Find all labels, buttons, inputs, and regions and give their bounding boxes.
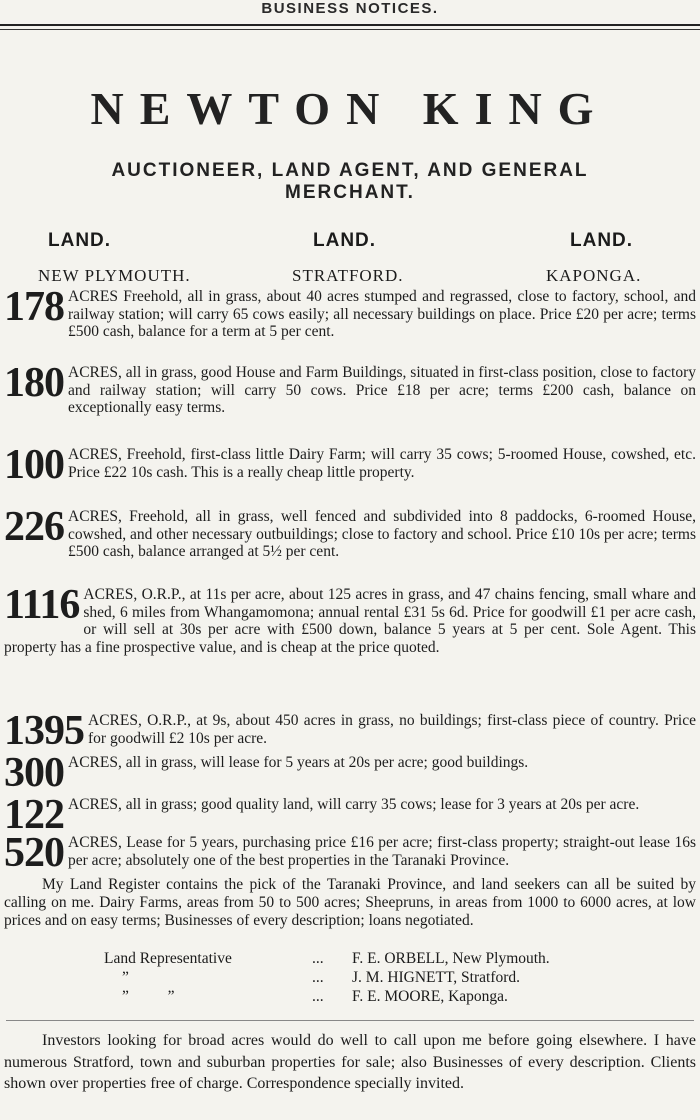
- listing-acreage: 122: [4, 792, 64, 838]
- representative-line: [0, 950, 700, 970]
- closing-paragraph: Investors looking for broad acres would do well to call upon me before going elsewhere. I have numerous Stratford, town and suburban properties for sale; also Businesses of every description. Clients shown over properties free of charge. Correspondence specially invited.: [4, 1032, 696, 1092]
- section-title: BUSINESS NOTICES.: [261, 0, 439, 17]
- listing: [4, 360, 696, 417]
- representative-dots: ...: [312, 950, 324, 967]
- listing-acreage: 100: [4, 442, 64, 488]
- representative-name: F. E. MOORE, Kaponga.: [352, 988, 508, 1005]
- header-rule-thin: [0, 29, 700, 30]
- representative-dots: ...: [312, 969, 324, 986]
- listing-acreage: 520: [4, 830, 64, 876]
- listing-text: ACRES, O.R.P., at 11s per acre, about 125 acres in grass, and 47 chains fencing, small whare and shed, 6 miles from Whangamomona; annual rental £31 5s 6d. Price for goodwill £1 per acre cash, or will sell at 30s per acre with £500 down, balance 5 years at 5 per cent. Sole Agent. This property has a fine prospective value, and is cheap at the price quoted.: [4, 586, 696, 656]
- listing-text: ACRES, Freehold, first-class little Dairy Farm; will carry 35 cows; 5-roomed House, cowshed, etc. Price £22 10s cash. This is a really cheap little property.: [68, 446, 696, 481]
- section-header: [0, 0, 700, 24]
- representative-line: [0, 969, 700, 989]
- representative-dots: ...: [312, 988, 324, 1005]
- listing-text: ACRES, Lease for 5 years, purchasing price £16 per acre; first-class property; straight-out lease 16s per acre; absolutely one of the best properties in the Taranaki Province.: [68, 834, 696, 869]
- listing: [4, 442, 696, 488]
- land-heading: LAND.: [570, 230, 634, 251]
- listing-acreage: 180: [4, 360, 64, 406]
- listing-text: ACRES Freehold, all in grass, about 40 acres stumped and regrassed, close to factory, school, and railway station; will carry 65 cows easily; all necessary buildings on place. Price £20 per acre; terms £500 cash, balance for a term at 5 per cent.: [68, 288, 696, 340]
- listing-text: ACRES, Freehold, all in grass, well fenced and subdivided into 8 paddocks, 6-roomed House, cowshed, and other necessary outbuildings; close to factory and school. Price £10 10s per acre; terms £500 cash, balance arranged at 5½ per cent.: [68, 508, 696, 560]
- representative-name: J. M. HIGNETT, Stratford.: [352, 969, 521, 986]
- listing-acreage: 226: [4, 504, 64, 550]
- subtitle-line-2: MERCHANT.: [285, 182, 415, 203]
- listing-acreage: 1395: [4, 708, 84, 754]
- representative-label: Land Representative: [104, 950, 232, 967]
- listing-text: ACRES, all in grass; good quality land, will carry 35 cows; lease for 3 years at 20s per acre.: [68, 796, 640, 813]
- representative-name: F. E. ORBELL, New Plymouth.: [352, 950, 550, 967]
- representative-line: [0, 988, 700, 1008]
- town-heading: NEW PLYMOUTH.: [38, 266, 191, 285]
- listing: [4, 504, 696, 561]
- listing: [4, 582, 696, 656]
- listing-acreage: 1116: [4, 582, 80, 628]
- listing: [4, 830, 696, 876]
- representative-label: ”: [122, 969, 129, 986]
- listing: [4, 708, 696, 754]
- listing-text: ACRES, O.R.P., at 9s, about 450 acres in grass, no buildings; first-class piece of country. Price for goodwill £2 10s per acre.: [88, 712, 696, 747]
- divider: [6, 1020, 694, 1021]
- land-heading: LAND.: [48, 230, 112, 251]
- listing-text: ACRES, all in grass, will lease for 5 years at 20s per acre; good buildings.: [68, 754, 529, 771]
- listing: [4, 750, 696, 796]
- town-heading: KAPONGA.: [546, 266, 642, 285]
- town-heading: STRATFORD.: [292, 266, 404, 285]
- representative-label: ” ”: [122, 988, 175, 1005]
- land-heading: LAND.: [313, 230, 377, 251]
- listing: [4, 284, 696, 341]
- advert-subtitle: [40, 160, 660, 204]
- listing-text: ACRES, all in grass, good House and Farm Buildings, situated in first-class position, close to factory and railway station; will carry 50 cows. Price £18 per acre; terms £200 cash, balance on exceptionally easy terms.: [68, 364, 696, 416]
- listing: [4, 792, 696, 838]
- subtitle-line-1: AUCTIONEER, LAND AGENT, AND GENERAL: [111, 160, 589, 181]
- advert-title: NEWTON KING: [90, 83, 610, 134]
- land-register-paragraph: My Land Register contains the pick of the Taranaki Province, and land seekers can all be suited by calling on me. Dairy Farms, areas from 50 to 500 acres; Sheepruns, in areas from 1000 to 6000 acres, at low prices and on easy terms; Businesses of every description; loans negotiated.: [4, 876, 696, 929]
- header-rule: [0, 24, 700, 26]
- listing-acreage: 300: [4, 750, 64, 796]
- land-headings: [0, 230, 700, 260]
- listing-acreage: 178: [4, 284, 64, 330]
